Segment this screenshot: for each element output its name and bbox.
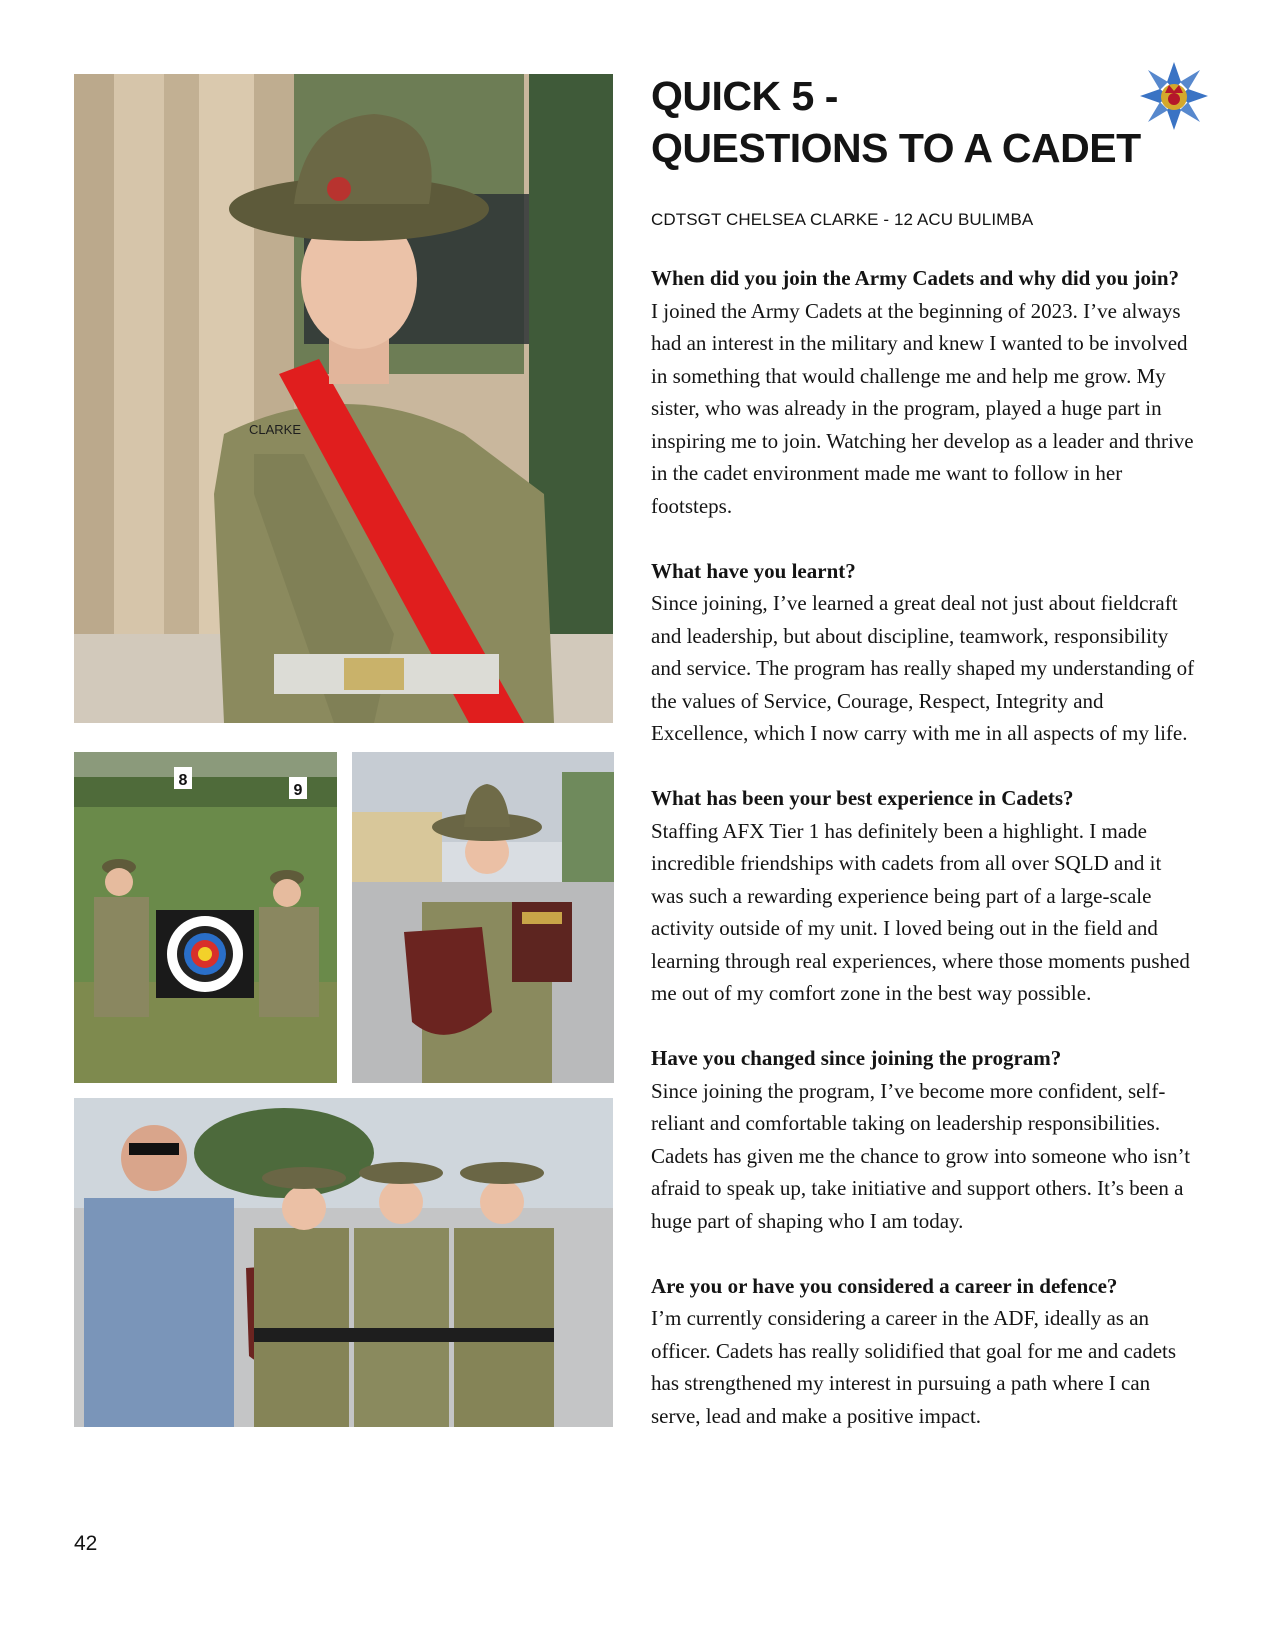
presentation-group-photo bbox=[74, 1098, 613, 1427]
subtitle: CDTSGT CHELSEA CLARKE - 12 ACU BULIMBA bbox=[651, 210, 1034, 229]
answer-2: Since joining, I’ve learned a great deal not just about fieldcraft and leadership, but about discipline, teamwork, responsibility and service. The program has really shaped my understanding of the values of Service, Courage, Respect, Integrity and Excellence, which I now carry with me in all aspects of my life. bbox=[651, 591, 1195, 745]
archery-range-photo bbox=[74, 752, 337, 1083]
title-line-1: QUICK 5 - bbox=[651, 73, 838, 119]
page-title bbox=[651, 70, 1171, 174]
answer-5: I’m currently considering a career in the ADF, ideally as an officer. Cadets has really solidified that goal for me and cadets has strengthened my interest in pursuing a path where I can serve, lead and make a positive impact. bbox=[651, 1306, 1177, 1428]
qa-block-1 bbox=[651, 262, 1196, 522]
answer-4: Since joining the program, I’ve become more confident, self-reliant and comfortable taking on leadership responsibilities. Cadets has given me the chance to grow into someone who isn’t afraid to speak up, take initiative and support others. It’s been a huge part of shaping who I am today. bbox=[651, 1078, 1191, 1233]
qa-block-2 bbox=[651, 555, 1196, 750]
cadet-with-shield-photo bbox=[352, 752, 614, 1083]
question-5: Are you or have you considered a career in defence? bbox=[651, 1273, 1118, 1298]
question-2: What have you learnt? bbox=[651, 558, 856, 583]
cadet-portrait-photo bbox=[74, 74, 613, 723]
qa-block-4 bbox=[651, 1042, 1196, 1237]
question-4: Have you changed since joining the program? bbox=[651, 1046, 1062, 1070]
lane-number-9: 9 bbox=[293, 782, 303, 799]
title-line-2: QUESTIONS TO A CADET bbox=[651, 125, 1141, 171]
answer-3: Staffing AFX Tier 1 has definitely been a highlight. I made incredible friendships with cadets from all over SQLD and it was such a rewarding experience being part of a large-scale activity outside of my unit. I loved being out in the field and learning through real experiences, where those moments pushed me out of my comfort zone in the best way possible. bbox=[651, 818, 1190, 1005]
lane-number-8: 8 bbox=[178, 772, 188, 789]
question-3: What has been your best experience in Cadets? bbox=[651, 786, 1074, 810]
qa-block-3 bbox=[651, 782, 1196, 1010]
page-number: 42 bbox=[74, 1532, 98, 1555]
qa-section bbox=[651, 262, 1196, 1465]
army-cadets-star-badge-icon bbox=[1138, 60, 1210, 132]
name-tape: CLARKE bbox=[249, 422, 302, 437]
answer-1: I joined the Army Cadets at the beginning of 2023. I’ve always had an interest in the military and knew I wanted to be involved in something that would challenge me and help me grow. My sister, who was already in the program, played a huge part in inspiring me to join. Watching her develop as a leader and thrive in the cadet environment made me want to follow in her footsteps. bbox=[651, 298, 1194, 518]
question-1: When did you join the Army Cadets and why did you join? bbox=[651, 266, 1180, 290]
qa-block-5 bbox=[651, 1270, 1196, 1433]
